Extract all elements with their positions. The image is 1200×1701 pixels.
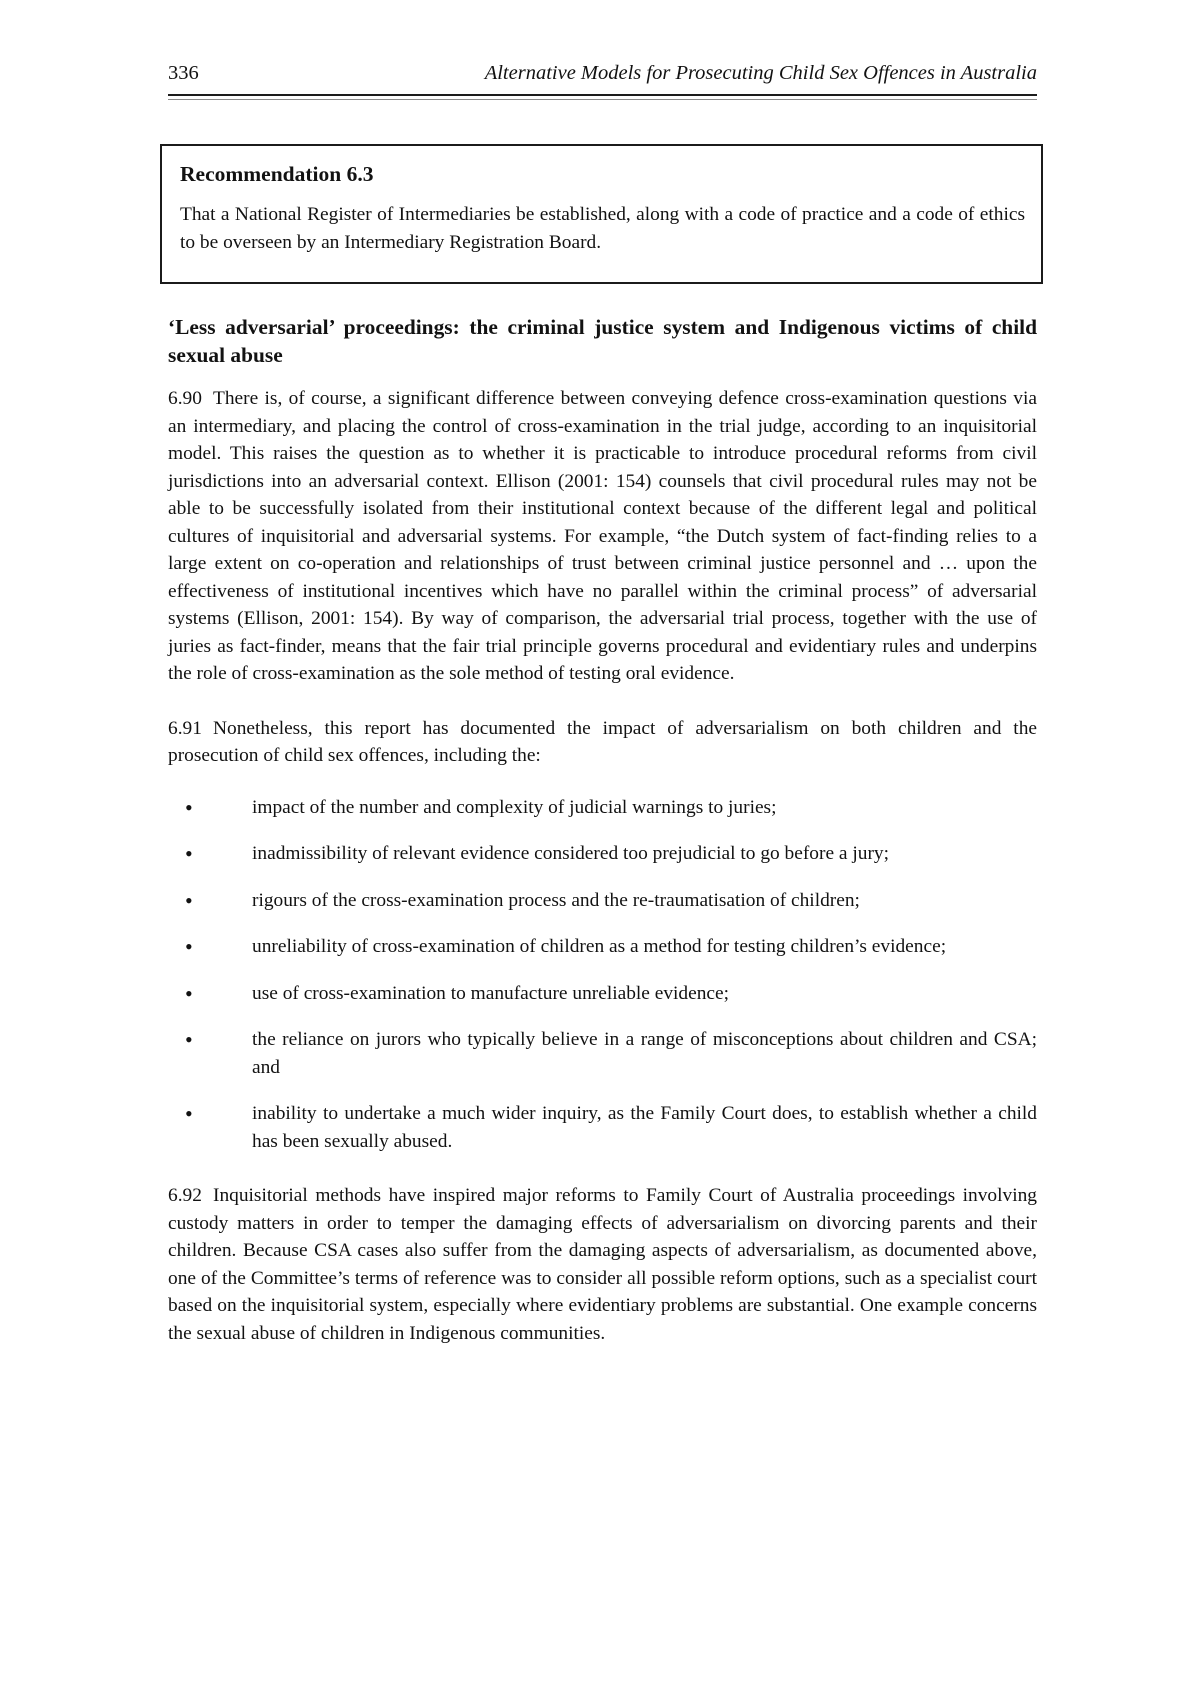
recommendation-box — [160, 144, 1043, 284]
page-number: 336 — [168, 62, 199, 84]
running-title: Alternative Models for Prosecuting Child Sex Offences in Australia — [484, 62, 1037, 84]
header-rule — [168, 94, 1037, 96]
bullet-icon: • — [185, 841, 193, 866]
bullet-icon: • — [185, 1101, 193, 1126]
bullet-icon: • — [185, 934, 193, 959]
bullet-text: inadmissibility of relevant evidence considered too prejudicial to go before a jury; — [252, 843, 889, 864]
list-item — [168, 933, 1037, 961]
paragraph-text: There is, of course, a significant difference between conveying defence cross-examination questions via an intermediary, and placing the control of cross-examination in the trial judge, according to an inquisitorial model. This raises the question as to whether it is practicable to introduce procedural reforms from civil jurisdictions into an adversarial context. Ellison (2001: 154) counsels that civil procedural rules may not be able to be successfully isolated from their institutional context because of the different legal and political cultures of inquisitorial and adversarial systems. For example, “the Dutch system of fact-finding relies to a large extent on co-operation and relationships of trust between criminal justice personnel and … upon the effectiveness of institutional incentives which have no parallel within the criminal process” of adversarial systems (Ellison, 2001: 154). By way of comparison, the adversarial trial process, together with the use of juries as fact-finder, means that the fair trial principle governs procedural and evidentiary rules and underpins the role of cross-examination as the sole method of testing oral evidence. — [168, 388, 1037, 684]
paragraph-6-91 — [168, 715, 1037, 770]
list-item — [168, 887, 1037, 915]
list-item — [168, 840, 1037, 868]
bullet-icon: • — [185, 980, 193, 1006]
bullet-icon: • — [185, 887, 193, 913]
paragraph-text: Inquisitorial methods have inspired major reforms to Family Court of Australia proceedings involving custody matters in order to temper the damaging effects of adversarialism on divorcing parents and their children. Because CSA cases also suffer from the damaging aspects of adversarialism, as documented above, one of the Committee’s terms of reference was to consider all possible reform options, such as a specialist court based on the inquisitorial system, especially where evidentiary problems are substantial. One example concerns the sexual abuse of children in Indigenous communities. — [168, 1185, 1037, 1344]
list-item — [168, 980, 1037, 1008]
paragraph-number: 6.91 — [168, 717, 202, 739]
paragraph-text: Nonetheless, this report has documented the impact of adversarialism on both children and the prosecution of child sex offences, including the: — [168, 717, 1037, 766]
list-item — [168, 1100, 1037, 1155]
bullet-icon: • — [185, 1027, 193, 1052]
bullet-text: inability to undertake a much wider inquiry, as the Family Court does, to establish whether a child has been sexually abused. — [252, 1103, 1037, 1152]
bullet-text: impact of the number and complexity of judicial warnings to juries; — [252, 796, 777, 818]
section-heading: ‘Less adversarial’ proceedings: the criminal justice system and Indigenous victims of child sexual abuse — [168, 315, 1037, 367]
bullet-text: rigours of the cross-examination process and the re-traumatisation of children; — [252, 889, 860, 911]
recommendation-title: Recommendation 6.3 — [180, 162, 374, 186]
paragraph-number: 6.92 — [168, 1185, 202, 1206]
header-rule-shadow — [168, 99, 1037, 100]
recommendation-body: That a National Register of Intermediaries be established, along with a code of practice and a code of ethics to be overseen by an Intermediary Registration Board. — [180, 204, 1025, 253]
list-item — [168, 1026, 1037, 1081]
bullet-text: use of cross-examination to manufacture unreliable evidence; — [252, 982, 730, 1004]
bullet-icon: • — [185, 794, 193, 820]
page-header — [168, 60, 1037, 94]
bullet-list — [168, 794, 1037, 1156]
list-item — [168, 794, 1037, 822]
paragraph-number: 6.90 — [168, 388, 202, 409]
paragraph-6-90 — [168, 385, 1037, 688]
bullet-text: the reliance on jurors who typically believe in a range of misconceptions about children and CSA; and — [252, 1029, 1037, 1078]
bullet-text: unreliability of cross-examination of children as a method for testing children’s evidence; — [252, 936, 947, 957]
paragraph-6-92 — [168, 1182, 1037, 1347]
